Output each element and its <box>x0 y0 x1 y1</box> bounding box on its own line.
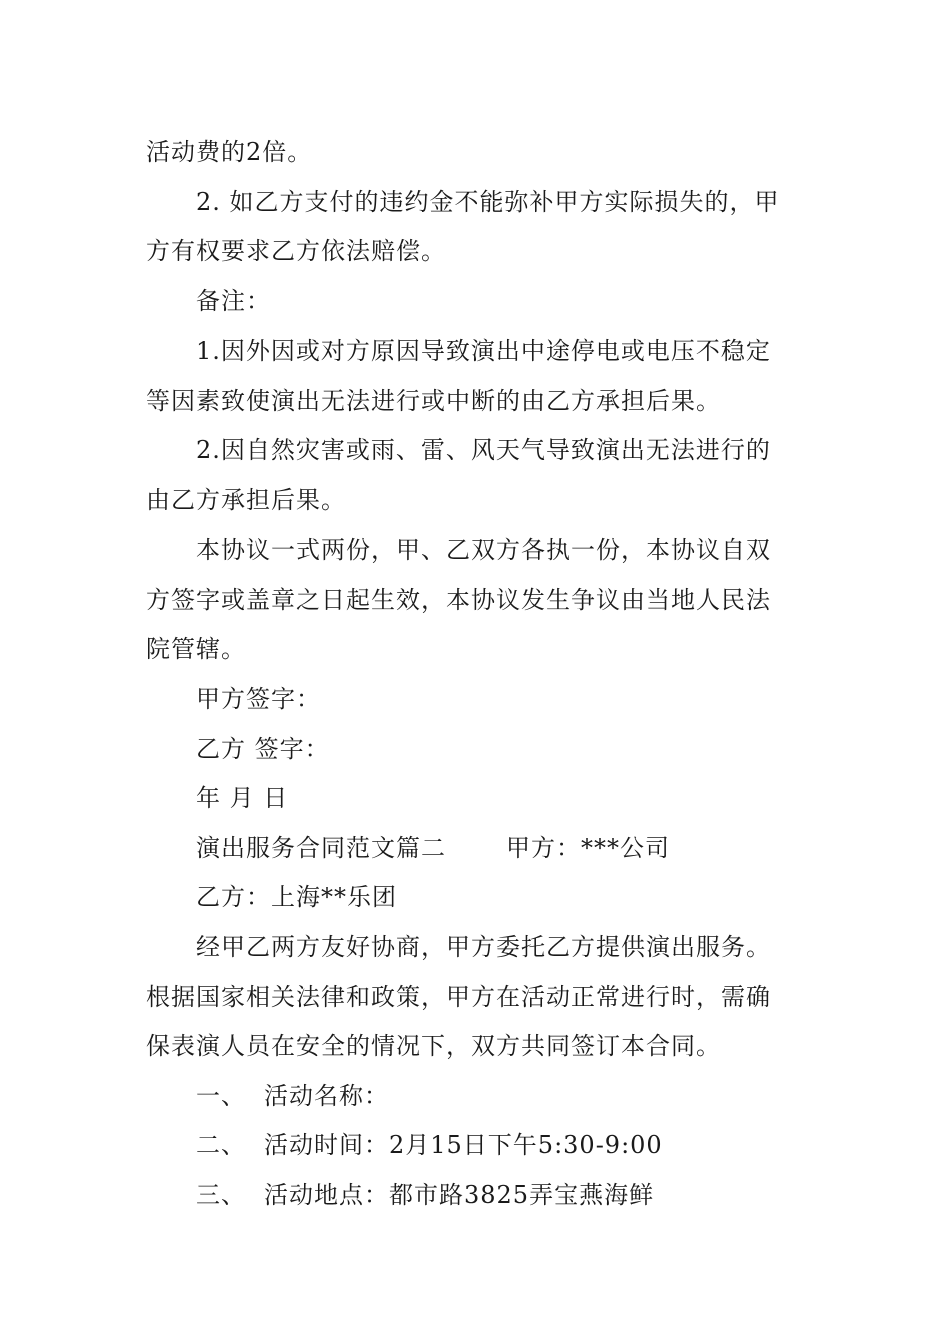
clause-line <box>196 1081 876 1111</box>
clause-number: 二、 <box>196 1131 246 1159</box>
section-heading: 演出服务合同范文篇二 <box>196 834 446 862</box>
date-label: 年 月 日 <box>196 784 289 812</box>
paragraph-line: 1.因外因或对方原因导致演出中途停电或电压不稳定 <box>196 337 771 365</box>
paragraph-line: 等因素致使演出无法进行或中断的由乙方承担后果。 <box>146 387 721 415</box>
paragraph-line: 保表演人员在安全的情况下，双方共同签订本合同。 <box>146 1032 721 1060</box>
paragraph-line: 2.因自然灾害或雨、雷、风天气导致演出无法进行的 <box>196 436 771 464</box>
paragraph-line: 根据国家相关法律和政策，甲方在活动正常进行时，需确 <box>146 983 771 1011</box>
paragraph-line: 本协议一式两份，甲、乙双方各执一份，本协议自双 <box>196 536 771 564</box>
clause-text: 活动名称： <box>264 1082 389 1110</box>
paragraph-line: 院管辖。 <box>146 635 246 663</box>
remarks-heading: 备注： <box>196 287 271 315</box>
party-b-signature-label: 乙方 签字： <box>196 735 330 763</box>
paragraph-line: 方有权要求乙方依法赔偿。 <box>146 237 446 265</box>
party-b-name: 乙方：上海**乐团 <box>196 883 397 911</box>
party-a-signature-label: 甲方签字： <box>196 685 321 713</box>
paragraph-line: 活动费的2倍。 <box>146 138 313 166</box>
clause-number: 三、 <box>196 1181 246 1209</box>
paragraph-line: 由乙方承担后果。 <box>146 486 346 514</box>
clause-text: 活动地点：都市路3825弄宝燕海鲜 <box>264 1181 655 1209</box>
clause-line <box>196 1130 876 1160</box>
clause-text: 活动时间：2月15日下午5:30-9:00 <box>264 1131 663 1159</box>
party-a-name: 甲方：***公司 <box>506 834 670 862</box>
clause-line <box>196 1180 876 1210</box>
paragraph-line: 经甲乙两方友好协商，甲方委托乙方提供演出服务。 <box>196 933 771 961</box>
clause-number: 一、 <box>196 1082 246 1110</box>
paragraph-line: 2. 如乙方支付的违约金不能弥补甲方实际损失的，甲 <box>196 188 780 216</box>
section-heading-line <box>196 833 876 863</box>
paragraph-line: 方签字或盖章之日起生效，本协议发生争议由当地人民法 <box>146 586 771 614</box>
